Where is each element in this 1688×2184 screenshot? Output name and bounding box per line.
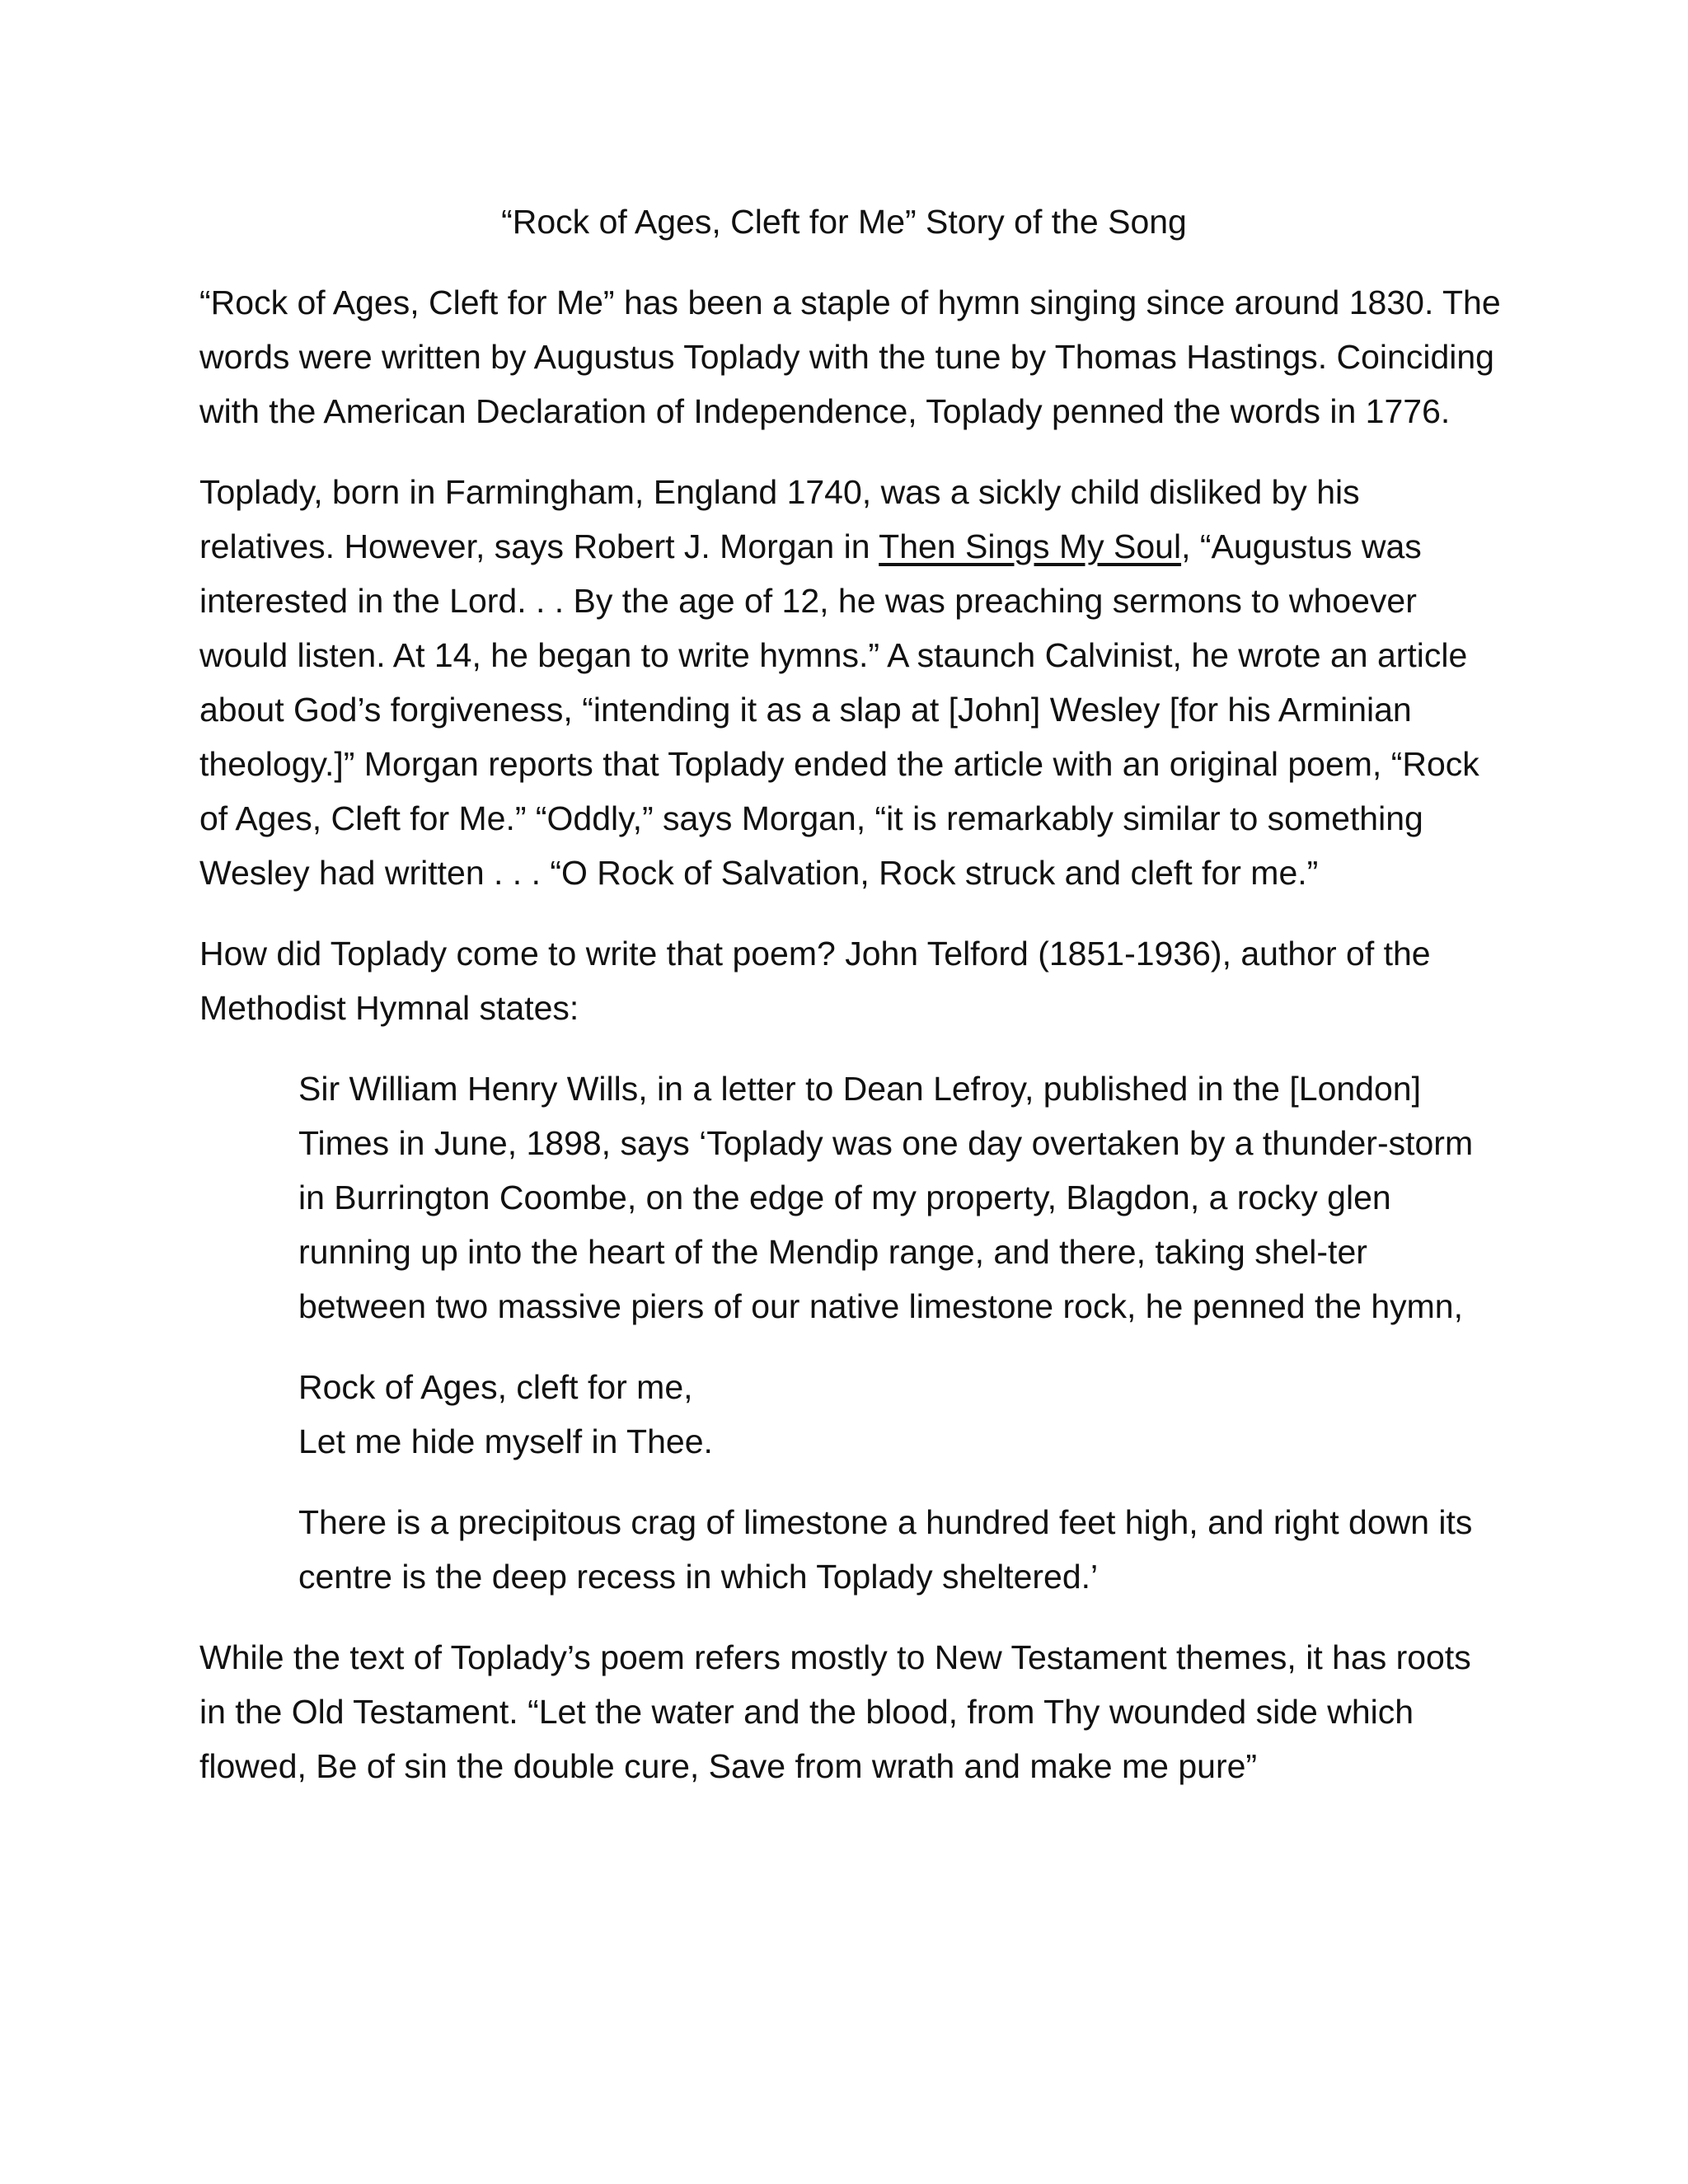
toplady-biography-paragraph	[199, 465, 1502, 900]
verse-line: Let me hide myself in Thee.	[298, 1422, 713, 1460]
page-title: “Rock of Ages, Cleft for Me” Story of the Song	[501, 203, 1187, 241]
block-quote-crag: There is a precipitous crag of limestone a hundred feet high, and right down its centre is the deep recess in which Toplady sheltered.’	[298, 1503, 1473, 1596]
book-title: Then Sings My Soul	[879, 527, 1182, 565]
old-testament-paragraph: While the text of Toplady’s poem refers mostly to New Testament themes, it has roots in the Old Testament. “Let the water and the blood, from Thy wounded side which flowed, Be of sin the double cure, Save from wrath and make me pure”	[199, 1638, 1471, 1785]
biography-text-end: , “Augustus was interested in the Lord. . . By the age of 12, he was preaching sermons to whoever would listen. At 14, he began to write hymns.” A staunch Calvinist, he wrote an article about God’s forgiveness, “intending it as a slap at [John] Wesley [for his Arminian theology.]” Morgan reports that Toplady ended the article with an original poem, “Rock of Ages, Cleft for Me.” “Oddly,” says Morgan, “it is remarkably similar to something Wesley had written . . . “O Rock of Salvation, Rock struck and cleft for me.”	[199, 527, 1479, 892]
intro-paragraph: “Rock of Ages, Cleft for Me” has been a staple of hymn singing since around 1830. The words were written by Augustus Toplady with the tune by Thomas Hastings. Coinciding with the American Declaration of Independence, Toplady penned the words in 1776.	[199, 284, 1501, 430]
hymn-verse	[199, 1360, 1502, 1469]
body-text	[199, 275, 1502, 1820]
verse-line: Rock of Ages, cleft for me,	[298, 1368, 693, 1406]
biography-text-start: Toplady, born in Farmingham, England 1740, was a sickly child disliked by his relatives. However, says Robert J. Morgan in	[199, 473, 1360, 565]
block-quote-wills: Sir William Henry Wills, in a letter to Dean Lefroy, published in the [London] Times in June, 1898, says ‘Toplady was one day overtaken by a thunder-storm in Burrington Coombe, on the edge of my property, Blagdon, a rocky glen running up into the heart of the Mendip range, and there, taking shel-ter between two massive piers of our native limestone rock, he penned the hymn,	[298, 1070, 1474, 1325]
telford-intro-paragraph: How did Toplady come to write that poem? John Telford (1851-1936), author of the Methodist Hymnal states:	[199, 935, 1431, 1027]
